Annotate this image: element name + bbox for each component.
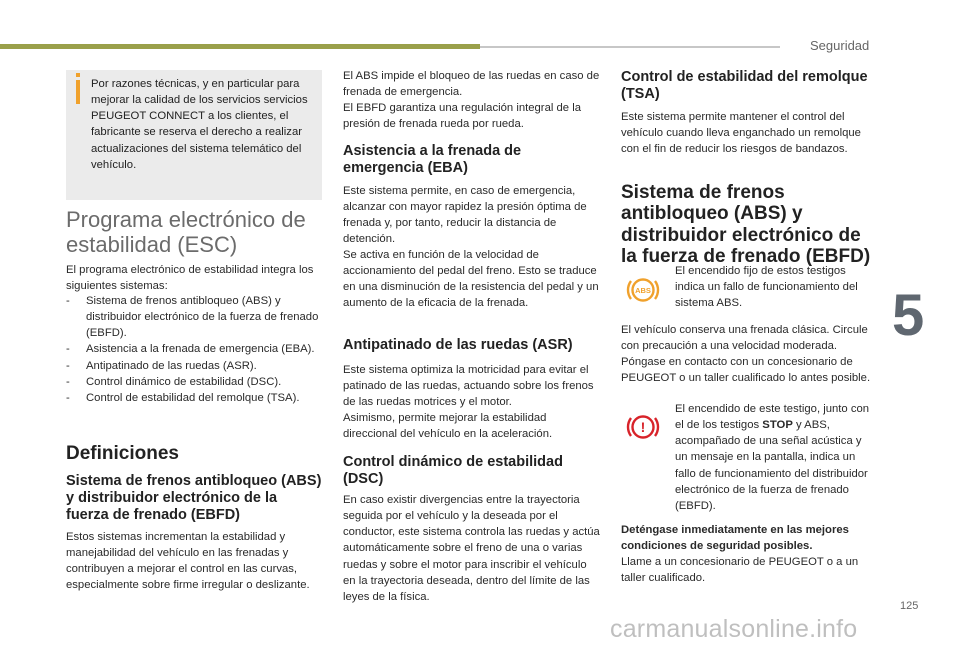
dealer-advice: Llame a un concesionario de PEUGEOT o a un taller cualificado. (621, 556, 859, 585)
list-item: - Control de estabilidad del remolque (TSA). (66, 390, 322, 406)
abs-definition-text: Estos sistemas incrementan la estabilidad y manejabilidad del vehículo en las frenadas y contribuyen a mejorar el control en las curvas, especialmente sobre firme irregular o deslizante. (66, 531, 310, 592)
header-rule (480, 46, 780, 48)
abs-advice-text: El vehículo conserva una frenada clásica. Circule con precaución a una velocidad moderada. Póngase en contacto con un concesionario de PEUGEOT o un taller cualificado lo antes posible. (621, 324, 871, 385)
abs-warning-icon (626, 273, 660, 307)
abs-definition-title: Sistema de frenos antibloqueo (ABS) y distribuidor electrónico de la fuerza de frenado (EBFD) (66, 473, 322, 523)
abs-icon-label: ABS (635, 286, 651, 295)
abs-continuation: El ABS impide el bloqueo de las ruedas en caso de frenada de emergencia. (343, 70, 600, 99)
page-number: 125 (900, 600, 919, 612)
brake-icon-label: ! (640, 419, 646, 435)
brake-warning-post: y ABS, acompañado de una señal acústica y un mensaje en la pantalla, indica un fallo de funcionamiento del distribuidor electrónico de la fuerza de frenado (EBFD). (675, 419, 868, 512)
info-icon (76, 80, 80, 104)
esc-intro: El programa electrónico de estabilidad integra los siguientes sistemas: (66, 264, 314, 293)
brake-warning-stop: STOP (762, 419, 793, 432)
asr-text-1: Este sistema optimiza la motricidad para evitar el patinado de las ruedas, actuando sobre los frenos de las ruedas motrices y el motor. (343, 364, 594, 409)
eba-text-1: Este sistema permite, en caso de emergencia, alcanzar con mayor rapidez la presión óptima de frenada y, por tanto, reducir la distancia de detención. (343, 185, 587, 246)
dsc-text: En caso existir divergencias entre la trayectoria seguida por el vehículo y la deseada por el conductor, este sistema controla las ruedas y actúa automáticamente sobre el freno de una o varias ruedas y sobre el motor para inscribir el vehículo en la trayectoria deseada, dentro del límite de las leyes de la física. (343, 494, 600, 603)
abs-warning-text: El encendido fijo de estos testigos indica un fallo de funcionamiento del sistema ABS. (675, 265, 858, 310)
list-item: - Sistema de frenos antibloqueo (ABS) y distribuidor electrónico de la fuerza de frenado (EBFD). (66, 293, 322, 341)
esc-system-list (66, 293, 322, 406)
eba-title: Asistencia a la frenada de emergencia (EBA) (343, 143, 522, 176)
chapter-number: 5 (892, 283, 925, 348)
list-item: - Antipatinado de las ruedas (ASR). (66, 358, 322, 374)
eba-text-2: Se activa en función de la velocidad de accionamiento del pedal del freno. Esto se traduce en una disminución de la resistencia del pedal y un aumento de la eficacia de la frenada. (343, 249, 599, 310)
ebfd-continuation: El EBFD garantiza una regulación integral de la presión de frenada rueda por rueda. (343, 102, 582, 131)
asr-text-2: Asimismo, permite mejorar la estabilidad direccional del vehículo en la aceleración. (343, 412, 553, 441)
watermark: carmanualsonline.info (610, 615, 858, 643)
info-text: Por razones técnicas, y en particular para mejorar la calidad de los servicios servicios PEUGEOT CONNECT a los clientes, el fabricante se reserva el derecho a realizar actualizaciones del sistema telemático del vehículo. (91, 78, 308, 171)
tsa-text: Este sistema permite mantener el control del vehículo cuando lleva enganchado un remolque con el fin de reducir los riesgos de bandazos. (621, 111, 861, 156)
dsc-title: Control dinámico de estabilidad (DSC) (343, 454, 563, 487)
section-name: Seguridad (810, 38, 870, 53)
header-accent-bar (0, 44, 480, 49)
esc-title: Programa electrónico de estabilidad (ESC) (66, 207, 306, 257)
stop-advice: Deténgase inmediatamente en las mejores condiciones de seguridad posibles. (621, 524, 849, 553)
definiciones-title: Definiciones (66, 443, 179, 464)
brake-warning-icon (626, 410, 660, 444)
info-box (66, 70, 322, 200)
brake-warning-pre: El encendido de este testigo, junto con el de los testigos (675, 403, 870, 432)
asr-title: Antipatinado de las ruedas (ASR) (343, 337, 573, 353)
tsa-title: Control de estabilidad del remolque (TSA) (621, 69, 868, 102)
list-item: - Asistencia a la frenada de emergencia (EBA). (66, 341, 322, 357)
brake-warning-text (675, 401, 875, 514)
list-item: - Control dinámico de estabilidad (DSC). (66, 374, 322, 390)
abs-ebfd-title: Sistema de frenos antibloqueo (ABS) y distribuidor electrónico de la fuerza de frenado (EBFD) (621, 182, 871, 267)
